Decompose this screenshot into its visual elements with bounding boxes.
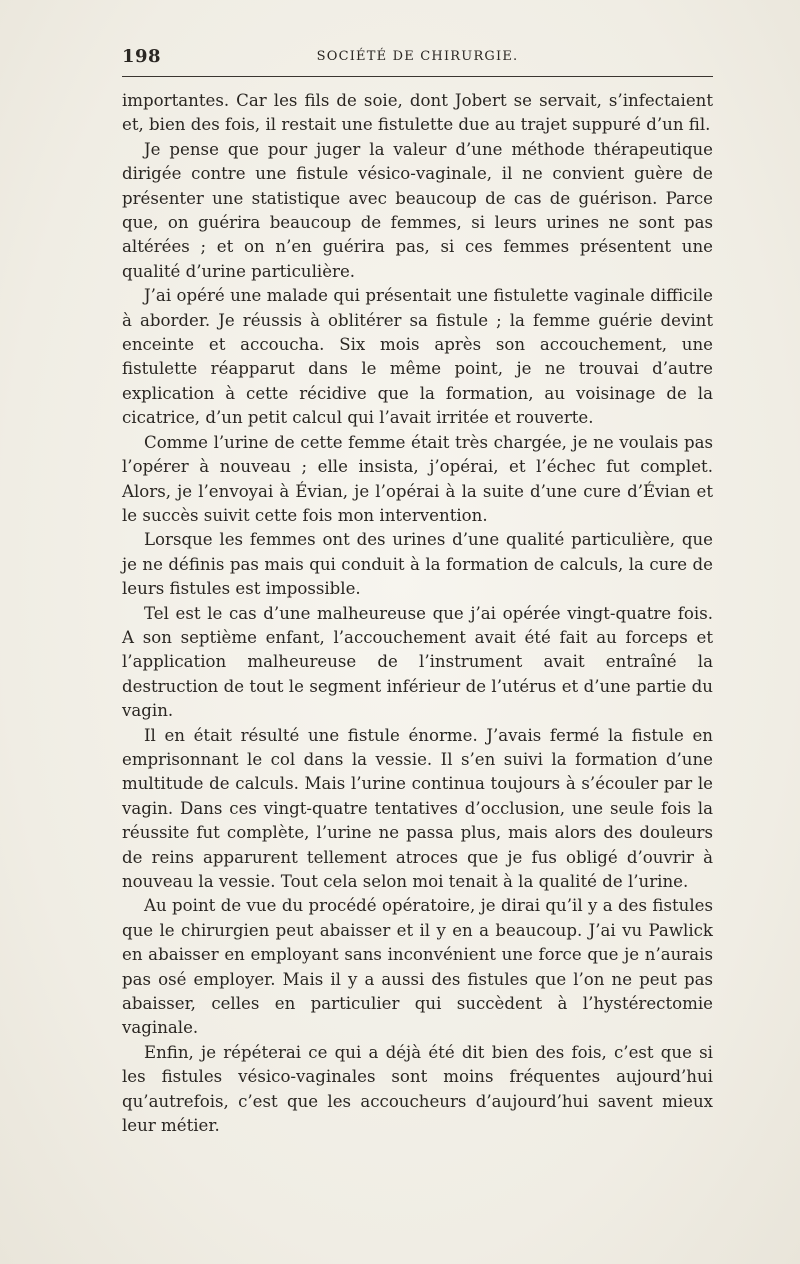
paragraph: Au point de vue du procédé opératoire, je dirai qu’il y a des fistules que le chirurgien peut abaisser et il y en a beaucoup. J’ai vu Pawlick en abaisser en employant sans inconvénient une force que je n’aurais pas osé employer. Mais il y a aussi des fistules que l’on ne peut pas abaisser, celles en particulier qui succèdent à l’hystérectomie vaginale. [122,896,713,1038]
running-head: SOCIÉTÉ DE CHIRURGIE. [316,49,519,64]
header-rule [122,76,713,77]
page-number: 198 [122,46,162,67]
paragraph: J’ai opéré une malade qui présentait une fistulette vaginale difficile à aborder. Je réussis à oblitérer sa fistule ; la femme guérie devint enceinte et accoucha. Six mois après son accouchement, une fistulette réapparut dans le même point, je ne trouvai d’autre explication à cette récidive que la formation, au voisinage de la cicatrice, d’un petit calcul qui l’avait irritée et rouverte. [122,286,713,428]
body-text [122,89,713,1138]
paragraph: Il en était résulté une fistule énorme. J’avais fermé la fistule en emprisonnant le col dans la vessie. Il s’en suivi la formation d’une multitude de calculs. Mais l’urine continua toujours à s’écouler par le vagin. Dans ces vingt-quatre tentatives d’occlusion, une seule fois la réussite fut complète, l’urine ne passa plus, mais alors des douleurs de reins apparurent tellement atroces que je fus obligé d’ouvrir à nouveau la vessie. Tout cela selon moi tenait à la qualité de l’urine. [122,725,713,891]
paragraph: Tel est le cas d’une malheureuse que j’ai opérée vingt-quatre fois. A son septième enfant, l’accouchement avait été fait au forceps et l’application malheureuse de l’instrument avait entraîné la destruction de tout le segment inférieur de l’utérus et d’une partie du vagin. [122,603,713,721]
paragraph: Enfin, je répéterai ce qui a déjà été dit bien des fois, c’est que si les fistules vésico-vaginales sont moins fréquentes aujourd’hui qu’autrefois, c’est que les accoucheurs d’aujourd’hui savent mieux leur métier. [122,1042,713,1136]
page-header [122,46,713,70]
paragraph: Lorsque les femmes ont des urines d’une qualité particulière, que je ne définis pas mais qui conduit à la formation de calculs, la cure de leurs fistules est impossible. [122,530,713,599]
paragraph: Je pense que pour juger la valeur d’une méthode thérapeutique dirigée contre une fistule vésico-vaginale, il ne convient guère de présenter une statistique avec beaucoup de cas de guérison. Parce que, on guérira beaucoup de femmes, si leurs urines ne sont pas altérées ; et on n’en guérira pas, si ces femmes présentent une qualité d’urine particulière. [122,139,713,281]
paragraph: Comme l’urine de cette femme était très chargée, je ne voulais pas l’opérer à nouveau ; elle insista, j’opérai, et l’échec fut complet. Alors, je l’envoyai à Évian, je l’opérai à la suite d’une cure d’Évian et le succès suivit cette fois mon intervention. [122,432,713,525]
paragraph-continuation: importantes. Car les fils de soie, dont Jobert se servait, s’infectaient et, bien des fois, il restait une fistulette due au trajet suppuré d’un fil. [122,91,713,135]
